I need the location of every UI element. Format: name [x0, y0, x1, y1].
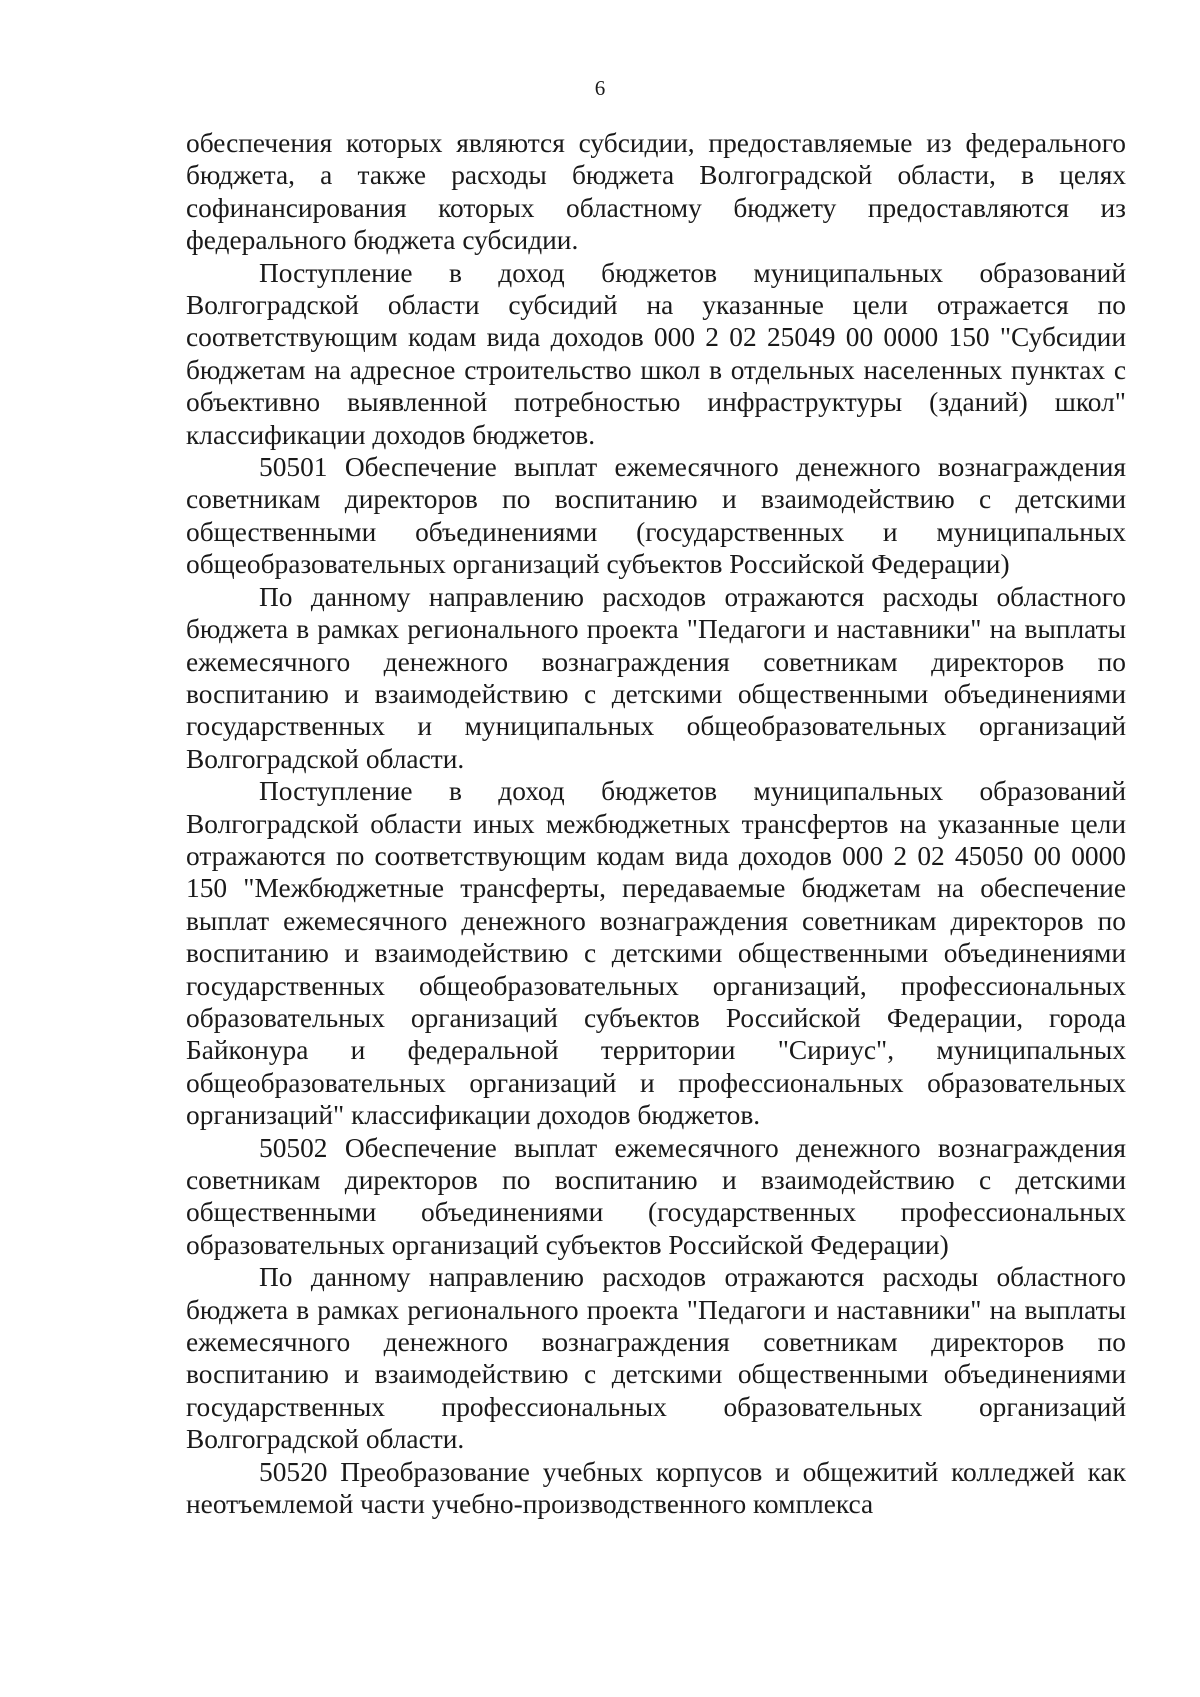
paragraph-50501-transfers: Поступление в доход бюджетов муниципальных образований Волгоградской области иных межбюджетных трансфертов на указанные цели отражаются по соответствующим кодам вида доходов 000 2 02 45050 00 0000 150 "Межбюджетные трансферты, передаваемые бюджетам на обеспечение выплат ежемесячного денежного вознаграждения советникам директоров по воспитанию и взаимодействию с детскими общественными объединениями государственных общеобразовательных организаций, профессиональных образовательных организаций субъектов Российской Федерации, города Байконура и федеральной территории "Сириус", муниципальных общеобразовательных организаций и профессиональных образовательных организаций" классификации доходов бюджетов. — [186, 776, 1126, 1131]
paragraph-subsidy-receipts: Поступление в доход бюджетов муниципальных образований Волгоградской области субсидий на указанные цели отражается по соответствующим кодам вида доходов 000 2 02 25049 00 0000 150 "Субсидии бюджетам на адресное строительство школ в отдельных населенных пунктах с объективно выявленной потребностью инфраструктуры (зданий) школ" классификации доходов бюджетов. — [186, 257, 1126, 450]
page-number: 6 — [594, 76, 606, 100]
paragraph-heading-50501: 50501 Обеспечение выплат ежемесячного денежного вознаграждения советникам директоров по воспитанию и взаимодействию с детскими общественными объединениями (государственных и муниципальных общеобразовательных организаций субъектов Российской Федерации) — [186, 452, 1126, 580]
paragraph-heading-50520: 50520 Преобразование учебных корпусов и общежитий колледжей как неотъемлемой части учебно-производственного комплекса — [186, 1456, 1126, 1520]
paragraph-continuation: обеспечения которых являются субсидии, предоставляемые из федерального бюджета, а также расходы бюджета Волгоградской области, в целях софинансирования которых областному бюджету предоставляются из федерального бюджета субсидии. — [186, 128, 1126, 256]
document-body — [186, 127, 1126, 1520]
paragraph-50502-expenses: По данному направлению расходов отражаются расходы областного бюджета в рамках регионального проекта "Педагоги и наставники" на выплаты ежемесячного денежного вознаграждения советникам директоров по воспитанию и взаимодействию с детскими общественными объединениями государственных профессиональных образовательных организаций Волгоградской области. — [186, 1262, 1126, 1455]
paragraph-50501-expenses: По данному направлению расходов отражаются расходы областного бюджета в рамках регионального проекта "Педагоги и наставники" на выплаты ежемесячного денежного вознаграждения советникам директоров по воспитанию и взаимодействию с детскими общественными объединениями государственных и муниципальных общеобразовательных организаций Волгоградской области. — [186, 581, 1126, 774]
paragraph-heading-50502: 50502 Обеспечение выплат ежемесячного денежного вознаграждения советникам директоров по воспитанию и взаимодействию с детскими общественными объединениями (государственных профессиональных образовательных организаций субъектов Российской Федерации) — [186, 1132, 1126, 1260]
